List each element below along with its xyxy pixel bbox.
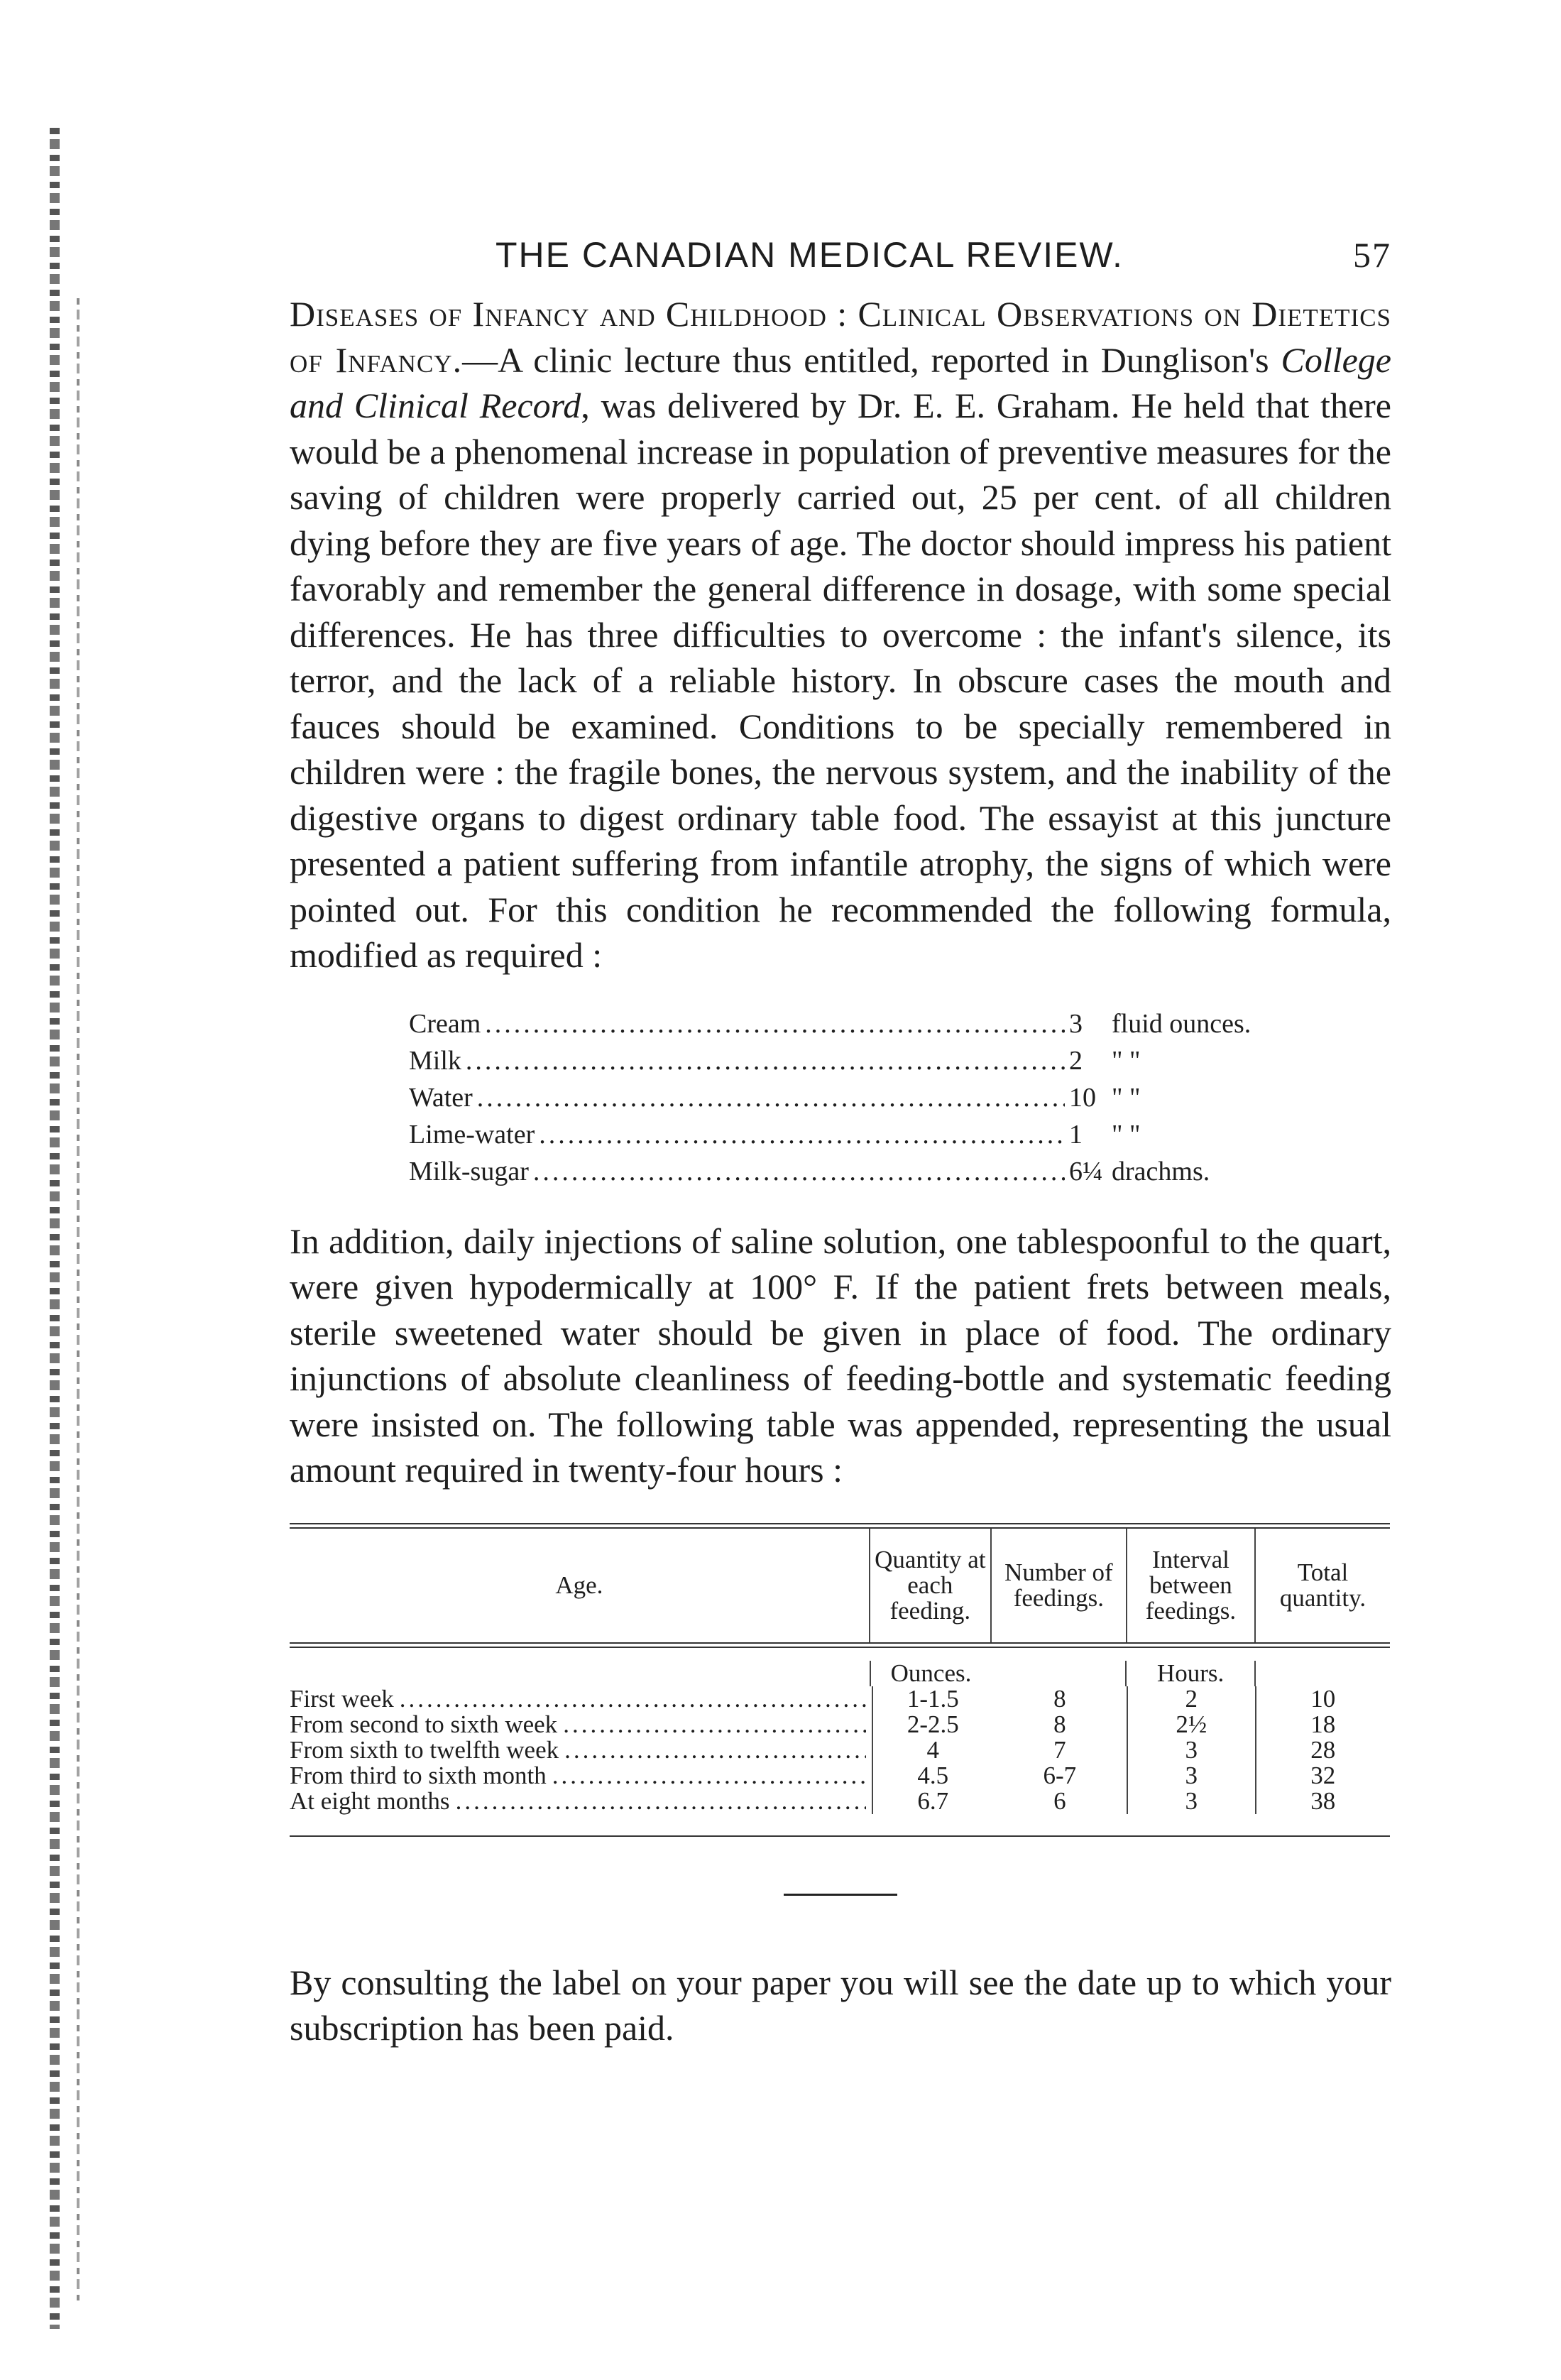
table-body [290, 1648, 1390, 1835]
header-age: Age. [555, 1571, 603, 1599]
row-total: 28 [1310, 1735, 1336, 1764]
header-number: Number of feedings. [990, 1529, 1126, 1642]
table-row [290, 1786, 1390, 1815]
row-total: 38 [1310, 1786, 1336, 1815]
formula-unit: " " [1112, 1119, 1141, 1150]
row-age: From third to sixth month [290, 1761, 547, 1789]
formula-ingredient: Lime-water [409, 1119, 535, 1150]
paragraph-2: In addition, daily injections of saline solution, one tablespoonful to the quart, were given hypodermically at 100° F. If the patient frets between meals, sterile sweetened water should be given in place of food. The ordinary injunctions of absolute cleanliness of feeding-bottle and systematic feeding were insisted on. The following table was appended, representing the usual amount required in twenty-four hours : [290, 1221, 1391, 1490]
formula-list [409, 1005, 1296, 1190]
article-paragraph [290, 291, 1391, 978]
row-quantity: 6.7 [872, 1789, 993, 1814]
section-divider [784, 1894, 897, 1896]
running-head [290, 234, 1391, 291]
table-top-rule [290, 1523, 1390, 1529]
leader-dots [564, 1737, 866, 1763]
formula-quantity: 6¼ [1069, 1156, 1103, 1186]
feeding-table [290, 1523, 1390, 1837]
row-number: 7 [1053, 1735, 1066, 1764]
formula-row [409, 1116, 1296, 1153]
leader-dots [456, 1789, 866, 1814]
row-quantity: 4.5 [872, 1763, 993, 1789]
table-header-rule [290, 1642, 1390, 1648]
formula-ingredient: Cream [409, 1008, 481, 1039]
header-quantity: Quantity at each feeding. [869, 1529, 990, 1642]
row-quantity: 1-1.5 [872, 1686, 993, 1712]
header-interval: Interval between feedings. [1126, 1529, 1254, 1642]
formula-row [409, 1042, 1296, 1079]
row-age: From second to sixth week [290, 1710, 558, 1738]
row-total: 10 [1310, 1684, 1336, 1713]
row-quantity: 2-2.5 [872, 1712, 993, 1737]
row-age: From sixth to twelfth week [290, 1735, 559, 1764]
journal-title: THE CANADIAN MEDICAL REVIEW. [495, 235, 1124, 275]
article-heading: Diseases of Infancy and Childhood : Clinical Observations on Dietetics of Infancy. [290, 294, 1391, 380]
table-header [290, 1529, 1390, 1642]
leader-dots [533, 1153, 1065, 1190]
row-total: 32 [1310, 1761, 1336, 1789]
binding-edge [50, 128, 60, 2329]
leader-dots [485, 1005, 1065, 1042]
row-total: 18 [1310, 1710, 1336, 1738]
formula-unit: " " [1112, 1045, 1141, 1076]
formula-row [409, 1153, 1296, 1190]
journal-name: College and Clinical Record [290, 339, 1391, 425]
row-interval: 2½ [1127, 1712, 1256, 1737]
row-interval: 3 [1127, 1763, 1256, 1789]
formula-unit: " " [1112, 1082, 1141, 1113]
formula-unit: fluid ounces. [1112, 1008, 1251, 1039]
table-row [290, 1712, 1390, 1737]
table-row [290, 1737, 1390, 1763]
unit-interval: Hours. [1125, 1661, 1255, 1686]
formula-row [409, 1079, 1296, 1116]
page-number: 57 [1353, 235, 1391, 275]
formula-quantity: 2 [1069, 1045, 1083, 1076]
leader-dots [539, 1116, 1065, 1153]
table-units-row [290, 1661, 1390, 1686]
leader-dots [477, 1079, 1065, 1116]
row-interval: 3 [1127, 1737, 1256, 1763]
formula-ingredient: Milk [409, 1045, 461, 1076]
formula-unit: drachms. [1112, 1156, 1210, 1186]
leader-dots [466, 1042, 1065, 1079]
row-number: 6 [1053, 1786, 1066, 1815]
header-total: Total quantity. [1254, 1529, 1390, 1642]
formula-quantity: 1 [1069, 1119, 1083, 1150]
row-quantity: 4 [872, 1737, 993, 1763]
row-number: 8 [1053, 1684, 1066, 1713]
page [290, 234, 1391, 2051]
row-age: First week [290, 1684, 394, 1713]
leader-dots [400, 1686, 866, 1712]
row-number: 8 [1053, 1710, 1066, 1738]
unit-quantity: Ounces. [870, 1661, 991, 1686]
leader-dots [552, 1763, 866, 1789]
table-bottom-rule [290, 1835, 1390, 1837]
table-row [290, 1686, 1390, 1712]
formula-quantity: 10 [1069, 1082, 1096, 1113]
article-intro-post: , was delivered by Dr. E. E. Graham. He held that there would be a phenomenal increase in population of preventive measures for the saving of children were properly carried out, 25 per cent. of all children dying before they are five years of age. The doctor should impress his patient favorably and remember the general difference in dosage, with some special differences. He has three difficulties to overcome : the infant's silence, its terror, and the lack of a reliable history. In obscure cases the mouth and fauces should be examined. Conditions to be specially remembered in children were : the fragile bones, the nervous system, and the inability of the digestive organs to digest ordinary table food. The essayist at this juncture presented a patient suffering from infantile atrophy, the signs of which were pointed out. For this condition he recommended the following formula, modified as required : [290, 386, 1391, 975]
row-age: At eight months [290, 1786, 450, 1815]
leader-dots [563, 1712, 866, 1737]
article-intro-pre: —A clinic lecture thus entitled, reported in Dunglison's [462, 339, 1281, 380]
formula-ingredient: Milk-sugar [409, 1156, 529, 1186]
subscription-note: By consulting the label on your paper you will see the date up to which your subscription has been paid. [290, 1962, 1391, 2048]
row-interval: 2 [1127, 1686, 1256, 1712]
formula-ingredient: Water [409, 1082, 473, 1113]
row-interval: 3 [1127, 1789, 1256, 1814]
formula-row [409, 1005, 1296, 1042]
binding-edge-thin [77, 298, 80, 2300]
row-number: 6-7 [1043, 1761, 1077, 1789]
formula-quantity: 3 [1069, 1008, 1083, 1039]
table-row [290, 1763, 1390, 1789]
